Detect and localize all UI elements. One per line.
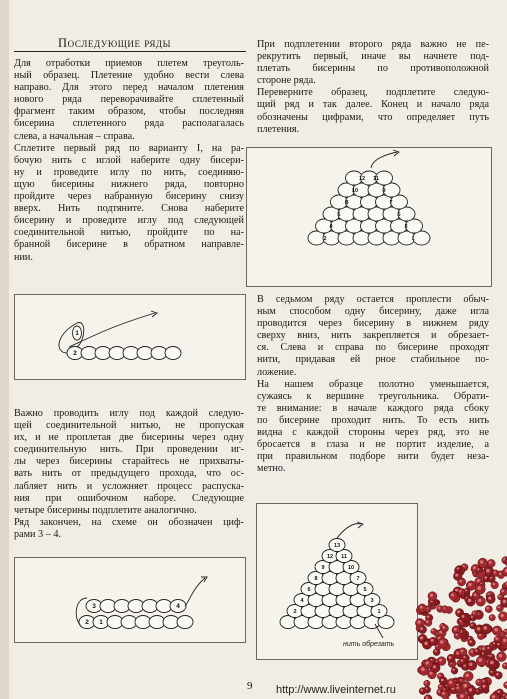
source-watermark-url: http://www.liveinternet.ru xyxy=(276,684,396,696)
red-bead-highlight xyxy=(434,650,436,652)
red-bead xyxy=(486,646,493,653)
red-bead xyxy=(458,589,465,596)
red-bead-highlight xyxy=(427,616,430,619)
red-bead-highlight xyxy=(441,679,444,682)
red-bead-highlight xyxy=(457,687,459,689)
bead-number-label: 6 xyxy=(337,212,341,218)
red-bead-highlight xyxy=(430,594,433,597)
red-bead-highlight xyxy=(496,673,499,676)
red-bead-highlight xyxy=(461,650,464,653)
red-bead xyxy=(424,619,432,627)
red-bead-highlight xyxy=(420,606,423,609)
left-text-line: Для отработки приемов плетем треуголь- xyxy=(14,58,244,69)
red-bead-highlight xyxy=(501,590,504,593)
bead-number-label: 1 xyxy=(99,619,103,626)
red-bead-highlight xyxy=(424,642,427,645)
bead-number-label: 4 xyxy=(176,603,180,610)
left-text-line: вать нить от предыдущего прохода, что ос- xyxy=(14,468,244,480)
red-bead-highlight xyxy=(440,640,444,644)
red-bead xyxy=(485,606,492,613)
red-bead-highlight xyxy=(490,616,492,618)
left-text-line: фрагмент таким образом, чтобы последняя xyxy=(14,106,244,118)
red-bead-highlight xyxy=(482,647,485,650)
red-bead-highlight xyxy=(443,626,446,629)
red-bead-highlight xyxy=(455,634,457,636)
red-bead-highlight xyxy=(490,577,492,579)
red-bead-highlight xyxy=(480,560,483,563)
red-bead-highlight xyxy=(429,672,432,675)
red-bead-highlight xyxy=(463,684,467,688)
red-bead-highlight xyxy=(501,614,504,617)
red-bead-highlight xyxy=(439,631,442,634)
red-bead-highlight xyxy=(466,674,469,677)
red-bead-highlight xyxy=(471,624,473,626)
red-bead-highlight xyxy=(478,658,482,662)
red-bead-highlight xyxy=(478,599,481,602)
left-text-line: четыре бисерины подплетите аналогично. xyxy=(14,504,197,516)
red-bead-highlight xyxy=(486,607,489,610)
left-text-line: ния при ошибочном наборе. Следующие xyxy=(14,492,244,504)
bead-number-label: 10 xyxy=(351,188,359,194)
red-bead-highlight xyxy=(459,590,461,592)
figure-caption-cut-thread: нить обрезать xyxy=(343,641,395,648)
red-bead xyxy=(451,667,458,674)
bead-number-label: 9 xyxy=(382,188,386,194)
red-bead-highlight xyxy=(486,569,490,573)
red-bead xyxy=(495,672,503,680)
red-bead-highlight xyxy=(468,583,471,586)
right-text-line: видна с каждой стороны через ряд, это не xyxy=(257,427,489,439)
red-bead-highlight xyxy=(465,589,467,591)
left-text-line: лы через бисерины старайтесь не прихваты- xyxy=(14,456,244,468)
red-bead-highlight xyxy=(439,685,441,687)
red-bead-highlight xyxy=(461,659,464,662)
right-text-line: стороне ряда. xyxy=(257,75,316,87)
bead-number-label: 4 xyxy=(300,598,304,604)
red-bead-highlight xyxy=(420,627,423,630)
right-text-line: При подплетении второго ряда важно не пе- xyxy=(257,39,489,50)
red-bead-highlight xyxy=(457,610,460,613)
left-text-line: вверх. Нить подтяните. Снова наберите xyxy=(14,203,244,215)
red-bead-highlight xyxy=(455,574,458,577)
red-bead-highlight xyxy=(479,634,481,636)
red-bead-highlight xyxy=(503,664,505,666)
red-bead-highlight xyxy=(426,661,429,664)
red-bead-highlight xyxy=(503,600,506,603)
red-bead-highlight xyxy=(439,659,442,662)
red-bead xyxy=(459,648,467,656)
red-bead xyxy=(459,658,466,665)
red-bead xyxy=(437,606,444,613)
bead-number-label: 11 xyxy=(373,176,379,182)
bead-number-label: 6 xyxy=(307,587,311,593)
red-bead xyxy=(441,691,449,699)
red-bead xyxy=(487,559,495,567)
red-bead xyxy=(419,626,427,634)
red-bead xyxy=(438,684,444,690)
red-bead-highlight xyxy=(494,571,496,573)
right-text-line: В седьмом ряду остается проплести обыч- xyxy=(257,294,489,305)
red-bead-highlight xyxy=(477,568,479,570)
red-bead-highlight xyxy=(494,628,497,631)
red-bead-highlight xyxy=(421,689,423,691)
red-bead xyxy=(460,613,468,621)
left-text-line: ный образец. Плетение удобно вести слева xyxy=(14,70,244,82)
red-bead-highlight xyxy=(477,627,480,630)
right-text-line: На нашем образце полотно уменьшается, xyxy=(257,378,489,390)
left-text-line: их, и не проплетая две бисерины через одну xyxy=(14,432,244,444)
left-text-line: бисерину и проведите иглу под следующей xyxy=(14,215,244,227)
red-bead-highlight xyxy=(452,669,454,671)
bead-number-label: 4 xyxy=(329,224,333,230)
red-bead xyxy=(468,639,476,647)
red-bead-highlight xyxy=(484,626,488,630)
left-text-line: лабляет нить и усложняет процесс распуска- xyxy=(14,480,244,492)
red-bead-highlight xyxy=(503,639,506,642)
red-bead-highlight xyxy=(439,674,441,676)
red-bead xyxy=(474,648,481,655)
bead-number-label: 8 xyxy=(314,576,318,582)
red-bead-highlight xyxy=(477,579,480,582)
left-text-line: соединительной нитью, пройдите по на- xyxy=(14,227,244,239)
left-text-line: Важно проводить иглу под каждой следую- xyxy=(14,408,244,419)
red-bead-highlight xyxy=(492,695,495,698)
bead-number-label: 8 xyxy=(345,200,349,206)
red-bead-highlight xyxy=(497,643,499,645)
red-bead-highlight xyxy=(417,621,420,624)
bead-number-label: 2 xyxy=(293,609,297,615)
red-bead xyxy=(489,576,496,583)
red-bead xyxy=(441,625,448,632)
left-text-line: слева, а начальная – справа. xyxy=(14,130,135,142)
red-bead-highlight xyxy=(421,667,425,671)
right-text-line: плетения. xyxy=(257,123,300,135)
red-bead-highlight xyxy=(499,595,501,597)
red-bead-highlight xyxy=(438,607,440,609)
red-bead-highlight xyxy=(433,665,436,668)
red-bead xyxy=(456,566,462,572)
right-text-line: ложение. xyxy=(257,366,297,378)
left-text-line: рами 3 – 4. xyxy=(14,528,61,540)
right-text-line: метно. xyxy=(257,463,286,475)
red-bead-highlight xyxy=(426,620,429,623)
right-text-line: нити, придавая ей рное стабильное по- xyxy=(257,354,489,366)
right-text-line: по бисерине проходит нить. То есть нить xyxy=(257,414,489,426)
red-bead-highlight xyxy=(457,567,459,569)
red-bead xyxy=(476,567,482,573)
left-text-line: бисерина сплетенного ряда располагалась xyxy=(14,118,244,130)
red-bead-highlight xyxy=(475,650,477,652)
red-bead-highlight xyxy=(493,642,495,644)
bead-number-label: 12 xyxy=(326,554,334,560)
red-bead-highlight xyxy=(473,612,475,614)
bead-number-label: 2 xyxy=(323,236,327,242)
right-text-line: плетать бисерины по противоположной xyxy=(257,63,489,75)
red-bead-highlight xyxy=(460,694,464,698)
left-text-line: соединительную нить. При проведении иг- xyxy=(14,444,244,456)
left-text-line: нии. xyxy=(14,251,33,263)
red-bead-highlight xyxy=(462,615,465,618)
red-bead-highlight xyxy=(454,628,457,631)
red-bead-highlight xyxy=(482,685,485,688)
red-bead-highlight xyxy=(492,583,495,586)
red-bead xyxy=(489,615,495,621)
section-title: Последующие ряды xyxy=(58,36,172,50)
red-bead-highlight xyxy=(473,566,476,569)
red-bead-highlight xyxy=(469,663,472,666)
bead-number-label: 10 xyxy=(347,565,355,571)
red-bead-highlight xyxy=(498,606,500,608)
red-bead-highlight xyxy=(490,661,494,665)
bead-number-label: 7 xyxy=(389,200,393,206)
right-text-line: ным способом одну бисерину, даже игла xyxy=(257,306,489,318)
bead-number-label: 3 xyxy=(370,598,374,604)
bead-number-label: 5 xyxy=(397,212,401,218)
red-bead-highlight xyxy=(490,655,492,657)
red-bead-highlight xyxy=(495,637,498,640)
left-text-line: щую бисерины нижнего ряда, повторно xyxy=(14,178,244,190)
red-bead-highlight xyxy=(470,650,473,653)
red-bead-highlight xyxy=(425,681,427,683)
left-text-line: бочую нить с иглой наберите одну бисери- xyxy=(14,154,244,166)
right-text-line: щий ряд и так далее. Конец и начало ряда xyxy=(257,99,489,111)
right-text-line: обозначены цифрами, что определяет путь xyxy=(257,111,489,123)
bead-number-label: 1 xyxy=(377,609,381,615)
bead-number-label: 3 xyxy=(404,224,408,230)
red-bead-highlight xyxy=(504,630,506,632)
left-text-line: ну и проведите иглу по нить, соединяю- xyxy=(14,166,244,178)
red-bead xyxy=(454,632,461,639)
bead-number-label: 1 xyxy=(75,330,79,337)
right-text-line: проводится через бисерину в нижнем ряду xyxy=(257,318,489,330)
bead-number-label: 9 xyxy=(321,565,325,571)
red-bead xyxy=(419,688,426,695)
right-text-line: те внимание: в начале каждого ряда сбоку xyxy=(257,402,489,414)
red-bead-highlight xyxy=(442,692,445,695)
red-bead-highlight xyxy=(498,690,501,693)
red-bead xyxy=(472,611,478,617)
left-text-line: щей соединительной нитью, не пропуская xyxy=(14,420,244,432)
bead-number-label: 5 xyxy=(363,587,367,593)
red-bead xyxy=(477,633,484,640)
red-bead-highlight xyxy=(431,639,434,642)
right-text-line: ся. Слева и справа по бисерине проходят xyxy=(257,342,489,354)
red-bead-highlight xyxy=(469,640,472,643)
red-bead xyxy=(431,628,437,634)
bead-number-label: 11 xyxy=(341,554,347,560)
right-text-line: Переверните образец, подплетите следую- xyxy=(257,87,489,99)
page-number: 9 xyxy=(247,680,253,692)
right-text-line: сверху вниз, нить закрепляется и обрезает- xyxy=(257,330,489,342)
red-bead-highlight xyxy=(477,586,481,590)
red-bead-highlight xyxy=(469,688,472,691)
right-text-line: рекрутить первый, иначе вы начнете под- xyxy=(257,51,489,63)
red-bead xyxy=(492,570,499,577)
red-bead-highlight xyxy=(477,680,479,682)
red-bead-highlight xyxy=(482,652,484,654)
left-text-line: Ряд закончен, на схеме он обозначен циф- xyxy=(14,516,244,528)
red-bead-highlight xyxy=(488,597,491,600)
red-bead-highlight xyxy=(420,636,423,639)
red-bead-highlight xyxy=(487,647,489,649)
red-bead-highlight xyxy=(474,593,477,596)
bead-number-label: 1 xyxy=(411,236,415,242)
bead-number-label: 2 xyxy=(73,350,77,357)
red-bead-highlight xyxy=(499,654,502,657)
bead-number-label: 2 xyxy=(85,619,89,626)
right-text-line: при правильном подборе нити будет неза- xyxy=(257,451,489,463)
red-bead-highlight xyxy=(432,629,434,631)
red-bead-highlight xyxy=(451,593,454,596)
red-bead-highlight xyxy=(468,599,471,602)
bead-number-label: 12 xyxy=(358,176,366,182)
bead-number-label: 7 xyxy=(356,576,360,582)
red-bead-highlight xyxy=(449,656,452,659)
left-text-line: нового ряда переворачивайте сплетенный xyxy=(14,94,244,106)
left-text-line: Сплетите первый ряд по варианту I, на ра- xyxy=(14,142,244,154)
right-text-line: сужаясь к вершине треугольника. Обрати- xyxy=(257,390,489,402)
right-text-line: бросается в глаза и не портит изделие, а xyxy=(257,439,489,451)
red-bead-highlight xyxy=(449,681,452,684)
bead-number-label: 3 xyxy=(92,603,96,610)
bead-number-label: 13 xyxy=(333,543,341,549)
red-bead xyxy=(424,680,430,686)
red-bead-highlight xyxy=(489,561,492,564)
left-text-line: направо. Для этого перед началом плетения xyxy=(14,82,244,94)
left-text-line: бранной бисерине в обратном направле- xyxy=(14,239,244,251)
left-text-line: пройдите через набранную бисерину снизу xyxy=(14,191,244,203)
